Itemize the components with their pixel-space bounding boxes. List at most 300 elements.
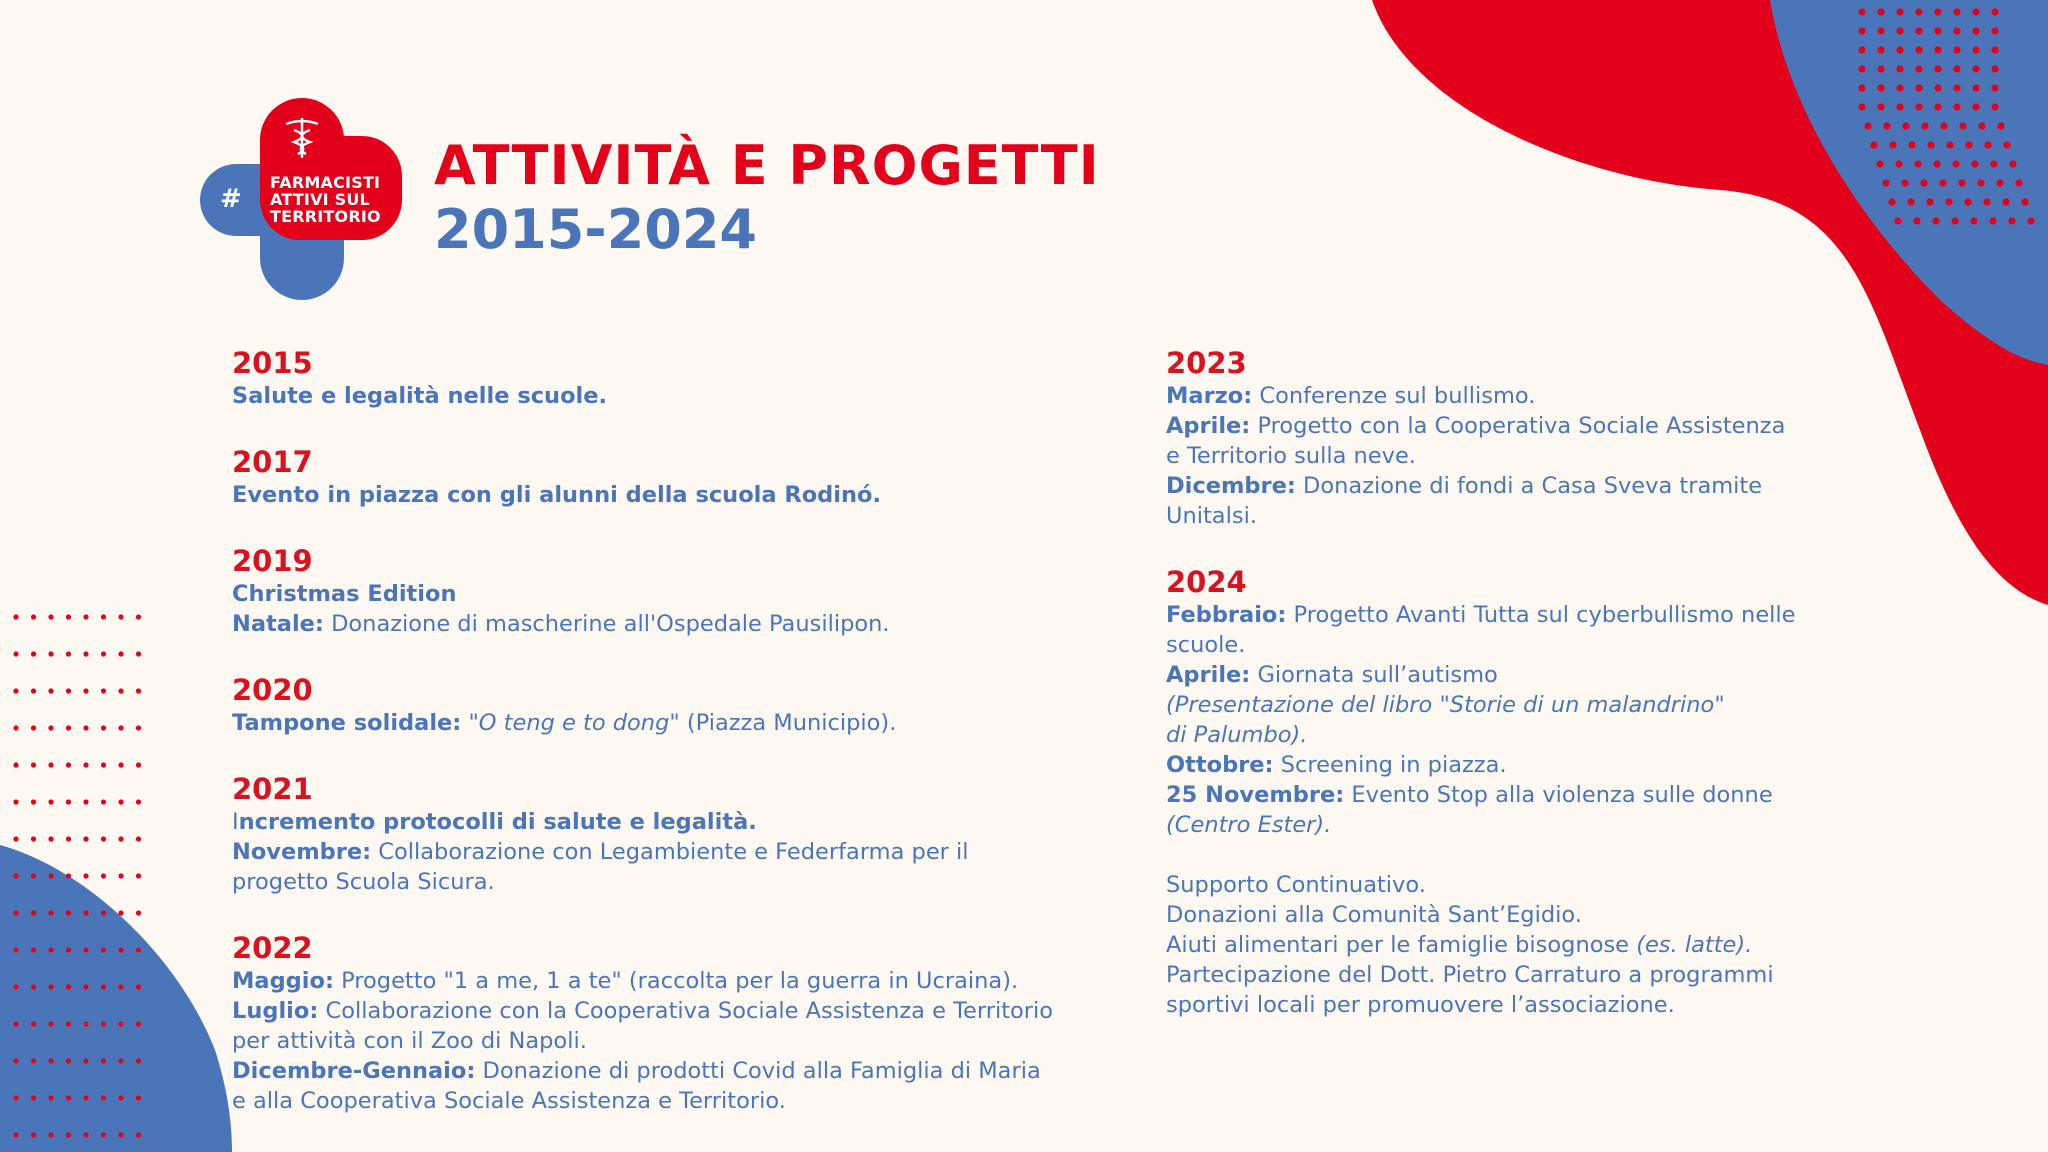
decor-dot xyxy=(1970,217,1977,224)
decor-dot xyxy=(1870,141,1877,148)
decor-dot xyxy=(1953,27,1960,34)
decor-dot xyxy=(2003,141,2010,148)
decor-dot xyxy=(1894,217,1901,224)
decor-dot xyxy=(1958,179,1965,186)
entry-label: Dicembre-Gennaio: xyxy=(232,1058,476,1084)
decor-dot xyxy=(2009,160,2016,167)
decor-dot xyxy=(1971,160,1978,167)
decor-dot xyxy=(1915,27,1922,34)
section-2019 xyxy=(232,543,1142,639)
decor-dot xyxy=(136,984,141,989)
decor-dot xyxy=(1946,141,1953,148)
decor-dot xyxy=(1934,103,1941,110)
decor-dot xyxy=(136,1058,141,1063)
page-title xyxy=(434,134,1100,262)
decor-dot xyxy=(101,725,106,730)
decor-dot xyxy=(1989,217,1996,224)
decor-dot xyxy=(1877,8,1884,15)
decor-dot xyxy=(101,799,106,804)
decor-dot xyxy=(101,1095,106,1100)
decor-dot xyxy=(1895,160,1902,167)
entry-line xyxy=(232,609,1142,639)
decor-dot xyxy=(13,836,18,841)
decor-dot xyxy=(2008,217,2015,224)
decor-dot xyxy=(1902,122,1909,129)
decor-dot xyxy=(48,762,53,767)
decor-dot xyxy=(83,799,88,804)
section-2024 xyxy=(1166,564,1926,1020)
decor-dot xyxy=(101,910,106,915)
decor-dot xyxy=(83,947,88,952)
entry-text: Conferenze sul bullismo. xyxy=(1252,383,1536,409)
decor-dot xyxy=(66,651,71,656)
entry-label: Aprile: xyxy=(1166,662,1251,688)
entry-text: Progetto "1 a me, 1 a te" (raccolta per la guerra in Ucraina). xyxy=(333,968,1019,994)
logo-line-2: ATTIVI SUL xyxy=(270,190,370,209)
decor-dot xyxy=(136,947,141,952)
decor-dot xyxy=(1991,27,1998,34)
spacer xyxy=(1166,840,1926,870)
decor-dot xyxy=(31,614,36,619)
entry-label: Marzo: xyxy=(1166,383,1253,409)
entry-label: 25 Novembre: xyxy=(1166,782,1345,808)
entry-text: e Territorio sulla neve. xyxy=(1166,443,1416,469)
decor-dot xyxy=(1991,8,1998,15)
decor-dot xyxy=(1877,65,1884,72)
decor-dot xyxy=(66,614,71,619)
decor-dot xyxy=(48,688,53,693)
entry-text: Christmas Edition xyxy=(232,581,457,607)
entry-label: Natale: xyxy=(232,611,324,637)
decor-dot xyxy=(66,836,71,841)
entry-line xyxy=(1166,660,1926,690)
decor-dot xyxy=(118,614,123,619)
decor-dot xyxy=(1953,8,1960,15)
entry-text: per attività con il Zoo di Napoli. xyxy=(232,1028,587,1054)
decor-dot xyxy=(66,725,71,730)
decor-dot xyxy=(1934,46,1941,53)
decor-dot xyxy=(136,799,141,804)
decor-dot xyxy=(1921,122,1928,129)
decor-dot xyxy=(1978,122,1985,129)
decor-dot xyxy=(1933,160,1940,167)
decor-dot xyxy=(101,651,106,656)
year-heading: 2015 xyxy=(232,346,313,380)
entry-text: Unitalsi. xyxy=(1166,503,1257,529)
decor-dot xyxy=(101,1058,106,1063)
entry-text-first: I xyxy=(232,809,239,835)
entry-text: scuole. xyxy=(1166,632,1246,658)
decor-dot xyxy=(48,1058,53,1063)
decor-dot xyxy=(1888,198,1895,205)
decor-dot xyxy=(13,651,18,656)
bottom-left-blue-blob xyxy=(0,845,232,1152)
decor-dot xyxy=(13,1132,18,1137)
decor-dot xyxy=(66,873,71,878)
decor-dot xyxy=(1972,27,1979,34)
decor-dot xyxy=(1858,65,1865,72)
decor-dot xyxy=(31,984,36,989)
decor-dot xyxy=(1939,179,1946,186)
year-heading: 2021 xyxy=(232,772,313,806)
section-2017 xyxy=(232,444,1142,510)
section-2021 xyxy=(232,771,1142,897)
entry-label: Febbraio: xyxy=(1166,602,1287,628)
decor-dot xyxy=(136,873,141,878)
entry-italic: (Centro Ester). xyxy=(1166,812,1332,838)
decor-dot xyxy=(66,1058,71,1063)
decor-dot xyxy=(1915,65,1922,72)
entry-italic: di Palumbo). xyxy=(1166,722,1308,748)
decor-dot xyxy=(1877,46,1884,53)
decor-dot xyxy=(83,1132,88,1137)
decor-dot xyxy=(83,1058,88,1063)
section-2022 xyxy=(232,930,1142,1116)
decor-dot xyxy=(1915,8,1922,15)
decor-dot xyxy=(1959,122,1966,129)
decor-dot xyxy=(1877,27,1884,34)
decor-dot xyxy=(1997,122,2004,129)
decor-dot xyxy=(48,873,53,878)
decor-dot xyxy=(31,910,36,915)
year-heading: 2024 xyxy=(1166,565,1247,599)
decor-dot xyxy=(136,910,141,915)
decor-dot xyxy=(136,1132,141,1137)
decor-dot xyxy=(48,1021,53,1026)
decor-dot xyxy=(118,947,123,952)
decor-dot xyxy=(136,836,141,841)
year-heading: 2017 xyxy=(232,445,313,479)
entry-label: Maggio: xyxy=(232,968,334,994)
entry-line xyxy=(1166,600,1926,630)
entry-text: (Piazza Municipio). xyxy=(679,710,897,736)
decor-dot xyxy=(31,725,36,730)
decor-dot xyxy=(1914,160,1921,167)
decor-dot xyxy=(1996,179,2003,186)
decor-dot xyxy=(1913,217,1920,224)
decor-dot xyxy=(101,1132,106,1137)
decor-dot xyxy=(66,947,71,952)
decor-dot xyxy=(83,984,88,989)
decor-dot xyxy=(48,725,53,730)
entry-text: Collaborazione con Legambiente e Federfarma per il xyxy=(371,839,969,865)
decor-dot xyxy=(101,836,106,841)
decor-dot xyxy=(1896,27,1903,34)
entry-text: Salute e legalità nelle scuole. xyxy=(232,383,608,409)
decor-dot xyxy=(101,1021,106,1026)
decor-dot xyxy=(66,984,71,989)
decor-dot xyxy=(48,910,53,915)
decor-dot xyxy=(1945,198,1952,205)
decor-dot xyxy=(118,651,123,656)
decor-dot xyxy=(1927,141,1934,148)
decor-dot xyxy=(83,836,88,841)
decor-dot xyxy=(1858,46,1865,53)
section-2023 xyxy=(1166,345,1926,531)
entry-text: Progetto Avanti Tutta sul cyberbullismo nelle xyxy=(1286,602,1796,628)
decor-dot xyxy=(136,762,141,767)
decor-dot xyxy=(1972,103,1979,110)
decor-dot xyxy=(136,688,141,693)
decor-dot xyxy=(1915,46,1922,53)
entry-label: Dicembre: xyxy=(1166,473,1296,499)
entry-text: Partecipazione del Dott. Pietro Carraturo a programmi xyxy=(1166,962,1774,988)
decor-dot xyxy=(1908,141,1915,148)
left-column xyxy=(232,345,1142,1149)
decor-dot xyxy=(48,947,53,952)
decor-dot xyxy=(1952,160,1959,167)
decor-dot xyxy=(118,725,123,730)
decor-dot xyxy=(1951,217,1958,224)
decor-dot xyxy=(136,614,141,619)
decor-dot xyxy=(1877,103,1884,110)
decor-dot xyxy=(2015,179,2022,186)
decor-dot xyxy=(136,651,141,656)
decor-dot xyxy=(83,762,88,767)
decor-dot xyxy=(118,910,123,915)
decor-dot xyxy=(1896,103,1903,110)
year-heading: 2022 xyxy=(232,931,313,965)
entry-italic: (Presentazione del libro "Storie di un malandrino" xyxy=(1166,692,1725,718)
decor-dot xyxy=(1876,160,1883,167)
entry-line xyxy=(232,837,1142,867)
section-2020 xyxy=(232,672,1142,738)
decor-dot xyxy=(83,1095,88,1100)
decor-dot xyxy=(1896,46,1903,53)
entry-text: Screening in piazza. xyxy=(1273,752,1507,778)
decor-dot xyxy=(31,947,36,952)
decor-dot xyxy=(1932,217,1939,224)
year-heading: 2019 xyxy=(232,544,313,578)
decor-dot xyxy=(66,1132,71,1137)
year-heading: 2023 xyxy=(1166,346,1247,380)
entry-text: Evento in piazza con gli alunni della scuola Rodinó. xyxy=(232,482,882,508)
decor-dot xyxy=(13,873,18,878)
decor-dot xyxy=(2021,198,2028,205)
decor-dot xyxy=(66,1021,71,1026)
entry-text: Donazione di fondi a Casa Sveva tramite xyxy=(1295,473,1763,499)
logo-text xyxy=(270,174,396,225)
entry-line xyxy=(232,708,1142,738)
decor-dot xyxy=(101,984,106,989)
entry-line xyxy=(232,807,1142,837)
decor-dot xyxy=(118,1021,123,1026)
decor-dot xyxy=(1858,103,1865,110)
entry-italic: "O teng e to dong" xyxy=(468,710,680,736)
logo-hash: # xyxy=(220,184,242,214)
logo-line-1: FARMACISTI xyxy=(270,173,381,192)
decor-dot xyxy=(1877,84,1884,91)
decor-dot xyxy=(101,873,106,878)
decor-dot xyxy=(1953,65,1960,72)
decor-dot xyxy=(66,910,71,915)
decor-dot xyxy=(1991,103,1998,110)
decor-dot xyxy=(48,836,53,841)
decor-dot xyxy=(1896,65,1903,72)
decor-dot xyxy=(66,799,71,804)
decor-dot xyxy=(66,688,71,693)
decor-dot xyxy=(1991,84,1998,91)
decor-dot xyxy=(1972,84,1979,91)
decor-dot xyxy=(1991,65,1998,72)
decor-dot xyxy=(83,688,88,693)
decor-dot xyxy=(31,873,36,878)
decor-dot xyxy=(13,1095,18,1100)
entry-text: Donazioni alla Comunità Sant’Egidio. xyxy=(1166,902,1582,928)
decor-dot xyxy=(1964,198,1971,205)
entry-text: Aiuti alimentari per le famiglie bisognose xyxy=(1166,932,1637,958)
decor-dot xyxy=(1972,46,1979,53)
entry-line xyxy=(232,1056,1142,1086)
entry-label: Ottobre: xyxy=(1166,752,1274,778)
decor-dot xyxy=(48,614,53,619)
decor-dot xyxy=(1882,179,1889,186)
decor-dot xyxy=(1934,84,1941,91)
decor-dot xyxy=(83,873,88,878)
decor-dot xyxy=(118,688,123,693)
decor-dot xyxy=(31,836,36,841)
year-heading: 2020 xyxy=(232,673,313,707)
decor-dot xyxy=(1858,84,1865,91)
decor-dot xyxy=(83,614,88,619)
entry-text: Giornata sull’autismo xyxy=(1250,662,1498,688)
decor-dot xyxy=(118,762,123,767)
decor-dot xyxy=(1901,179,1908,186)
decor-dot xyxy=(13,1021,18,1026)
decor-dot xyxy=(31,1132,36,1137)
decor-dot xyxy=(1864,122,1871,129)
entry-italic: (es. latte). xyxy=(1636,932,1753,958)
decor-dot xyxy=(101,688,106,693)
decor-dot xyxy=(118,1058,123,1063)
decor-dot xyxy=(83,725,88,730)
decor-dot xyxy=(48,1095,53,1100)
decor-dot xyxy=(1940,122,1947,129)
decor-dot xyxy=(1920,179,1927,186)
decor-dot xyxy=(2027,217,2034,224)
decor-dot xyxy=(31,1021,36,1026)
decor-dot xyxy=(118,836,123,841)
decor-dot xyxy=(118,799,123,804)
decor-dot xyxy=(1972,65,1979,72)
entry-text: Evento Stop alla violenza sulle donne xyxy=(1344,782,1773,808)
decor-dot xyxy=(48,984,53,989)
decor-dot xyxy=(83,910,88,915)
decor-dot xyxy=(13,947,18,952)
decor-dot xyxy=(83,651,88,656)
entry-text: sportivi locali per promuovere l’associazione. xyxy=(1166,992,1675,1018)
decor-dot xyxy=(136,1095,141,1100)
decor-dot xyxy=(13,614,18,619)
entry-line xyxy=(232,996,1142,1026)
entry-label: Tampone solidale: xyxy=(232,710,462,736)
entry-text: Donazione di mascherine all'Ospedale Pausilipon. xyxy=(323,611,890,637)
decor-dot xyxy=(13,1058,18,1063)
decor-dot xyxy=(101,762,106,767)
entry-label: Novembre: xyxy=(232,839,372,865)
decor-dot xyxy=(83,1021,88,1026)
right-column xyxy=(1166,345,1926,1053)
decor-dot xyxy=(1915,84,1922,91)
decor-dot xyxy=(1915,103,1922,110)
entry-text: Collaborazione con la Cooperativa Sociale Assistenza e Territorio xyxy=(318,998,1054,1024)
entry-label: Aprile: xyxy=(1166,413,1251,439)
entry-text: e alla Cooperativa Sociale Assistenza e Territorio. xyxy=(232,1088,786,1114)
decor-dot xyxy=(136,1021,141,1026)
section-2015 xyxy=(232,345,1142,411)
decor-dot xyxy=(13,762,18,767)
entry-line xyxy=(1166,471,1926,501)
decor-dot xyxy=(1991,46,1998,53)
decor-dot xyxy=(1953,46,1960,53)
decor-dot xyxy=(118,873,123,878)
entry-text: Supporto Continuativo. xyxy=(1166,872,1426,898)
entry-text: progetto Scuola Sicura. xyxy=(232,869,495,895)
decor-dot xyxy=(13,688,18,693)
entry-text: Donazione di prodotti Covid alla Famiglia di Maria xyxy=(475,1058,1041,1084)
decor-dot xyxy=(1990,160,1997,167)
decor-dot xyxy=(66,1095,71,1100)
decor-dot xyxy=(1977,179,1984,186)
decor-dot xyxy=(31,762,36,767)
entry-text: Progetto con la Cooperativa Sociale Assistenza xyxy=(1250,413,1786,439)
decor-dot xyxy=(48,799,53,804)
entry-line xyxy=(1166,411,1926,441)
decor-dot xyxy=(118,1132,123,1137)
decor-dot xyxy=(1984,141,1991,148)
decor-dot xyxy=(1883,122,1890,129)
decor-dot xyxy=(66,762,71,767)
entry-line xyxy=(1166,381,1926,411)
decor-dot xyxy=(1934,8,1941,15)
decor-dot xyxy=(13,910,18,915)
entry-line xyxy=(1166,750,1926,780)
entry-text: ncremento protocolli di salute e legalità. xyxy=(238,809,757,835)
entry-label: Luglio: xyxy=(232,998,319,1024)
entry-line xyxy=(1166,780,1926,810)
title-line-2: 2015-2024 xyxy=(434,198,757,261)
decor-dot xyxy=(31,688,36,693)
decor-dot xyxy=(48,651,53,656)
decor-dot xyxy=(1934,65,1941,72)
decor-dot xyxy=(13,725,18,730)
decor-dot xyxy=(1965,141,1972,148)
decor-dot xyxy=(1889,141,1896,148)
decor-dot xyxy=(1972,8,1979,15)
decor-dot xyxy=(13,799,18,804)
decor-dot xyxy=(1907,198,1914,205)
decor-dot xyxy=(31,1095,36,1100)
decor-dot xyxy=(1896,84,1903,91)
decor-dot xyxy=(1983,198,1990,205)
decor-dot xyxy=(1858,8,1865,15)
decor-dot xyxy=(136,725,141,730)
decor-dot xyxy=(118,1095,123,1100)
decor-dot xyxy=(31,1058,36,1063)
logo-line-3: TERRITORIO xyxy=(270,207,381,226)
entry-line xyxy=(232,966,1142,996)
decor-dot xyxy=(101,947,106,952)
decor-dot xyxy=(1934,27,1941,34)
decor-dot xyxy=(1926,198,1933,205)
decor-dot xyxy=(1953,103,1960,110)
decor-dot xyxy=(31,651,36,656)
decor-dot xyxy=(2002,198,2009,205)
decor-dot xyxy=(1858,27,1865,34)
decor-dot xyxy=(48,1132,53,1137)
entry-line xyxy=(1166,930,1926,960)
decor-dot xyxy=(118,984,123,989)
